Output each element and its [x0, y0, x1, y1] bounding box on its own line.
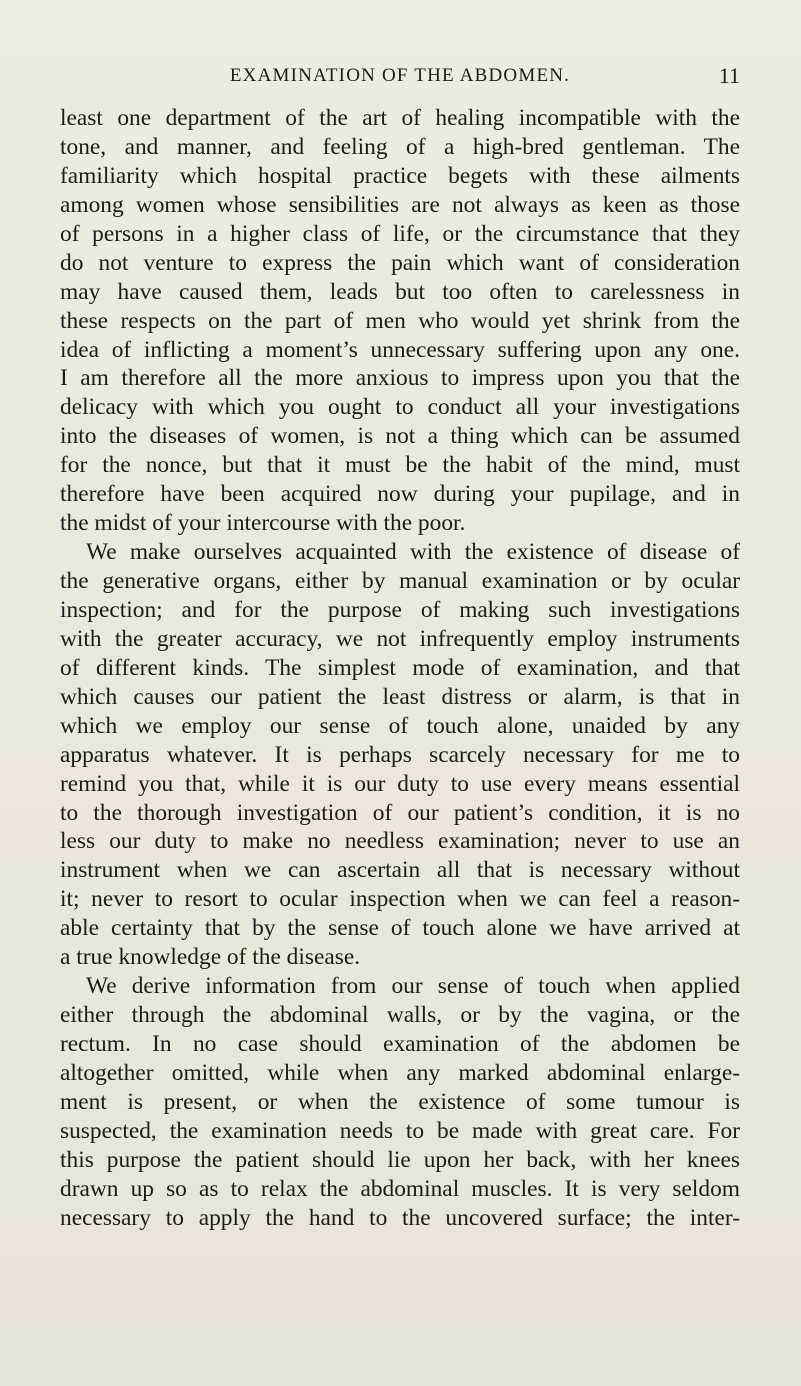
- text-line: to the thorough investigation of our patient’s condition, it is no: [60, 799, 740, 826]
- text-line: of different kinds. The simplest mode of examination, and that: [60, 654, 740, 681]
- text-line: delicacy with which you ought to conduct all your investigations: [60, 394, 740, 421]
- text-line: suspected, the examination needs to be made with great care. For: [60, 1117, 740, 1144]
- text-line: therefore have been acquired now during your pupilage, and in: [60, 481, 740, 508]
- paragraph-end-line: the midst of your intercourse with the poor.: [60, 510, 466, 537]
- text-line: into the diseases of women, is not a thing which can be assumed: [60, 423, 740, 450]
- text-line: this purpose the patient should lie upon her back, with her knees: [60, 1146, 740, 1173]
- text-line: which causes our patient the least distress or alarm, is that in: [60, 683, 740, 710]
- paragraph-start-line: We make ourselves acquainted with the existence of disease of: [86, 539, 740, 566]
- text-line: these respects on the part of men who would yet shrink from the: [60, 307, 740, 334]
- text-line: the generative organs, either by manual examination or by ocular: [60, 568, 740, 594]
- text-line: of persons in a higher class of life, or the circumstance that they: [60, 220, 740, 247]
- text-line: either through the abdominal walls, or by the vagina, or the: [60, 1002, 740, 1029]
- text-line: ment is present, or when the existence of some tumour is: [60, 1088, 740, 1115]
- paragraph-end-line: a true knowledge of the disease.: [60, 944, 361, 971]
- text-line: least one department of the art of healing incompatible with the: [60, 105, 740, 131]
- text-line: may have caused them, leads but too often to carelessness in: [60, 278, 740, 305]
- paragraph-start-line: We derive information from our sense of touch when applied: [86, 973, 740, 1000]
- text-line: rectum. In no case should examination of the abdomen be: [60, 1031, 740, 1057]
- page-number: 11: [718, 63, 740, 88]
- body-text: [60, 104, 740, 1233]
- text-line: among women whose sensibilities are not always as keen as those: [60, 191, 740, 218]
- text-line: drawn up so as to relax the abdominal muscles. It is very seldom: [60, 1175, 740, 1202]
- text-line: altogether omitted, while when any marked abdominal enlarge-: [60, 1059, 740, 1086]
- running-title: EXAMINATION OF THE ABDOMEN.: [229, 65, 571, 86]
- text-line: do not venture to express the pain which want of consideration: [60, 249, 740, 276]
- text-line: able certainty that by the sense of touch alone we have arrived at: [60, 915, 740, 942]
- text-line: tone, and manner, and feeling of a high-bred gentleman. The: [60, 133, 740, 160]
- text-line: for the nonce, but that it must be the habit of the mind, must: [60, 452, 740, 479]
- text-line: I am therefore all the more anxious to impress upon you that the: [60, 365, 740, 392]
- running-head: [60, 60, 740, 92]
- text-line: less our duty to make no needless examination; never to use an: [60, 828, 740, 855]
- text-line: remind you that, while it is our duty to use every means essential: [60, 770, 740, 797]
- text-line: which we employ our sense of touch alone, unaided by any: [60, 712, 740, 739]
- text-line: it; never to resort to ocular inspection when we can feel a reason-: [60, 886, 740, 913]
- text-line: familiarity which hospital practice begets with these ailments: [60, 162, 740, 189]
- text-line: apparatus whatever. It is perhaps scarcely necessary for me to: [60, 741, 740, 768]
- text-line: idea of inflicting a moment’s unnecessary suffering upon any one.: [60, 336, 740, 363]
- text-line: inspection; and for the purpose of making such investigations: [60, 596, 740, 623]
- text-line: necessary to apply the hand to the uncovered surface; the inter-: [60, 1204, 740, 1231]
- text-line: instrument when we can ascertain all that is necessary without: [60, 857, 740, 884]
- text-line: with the greater accuracy, we not infrequently employ instruments: [60, 625, 740, 652]
